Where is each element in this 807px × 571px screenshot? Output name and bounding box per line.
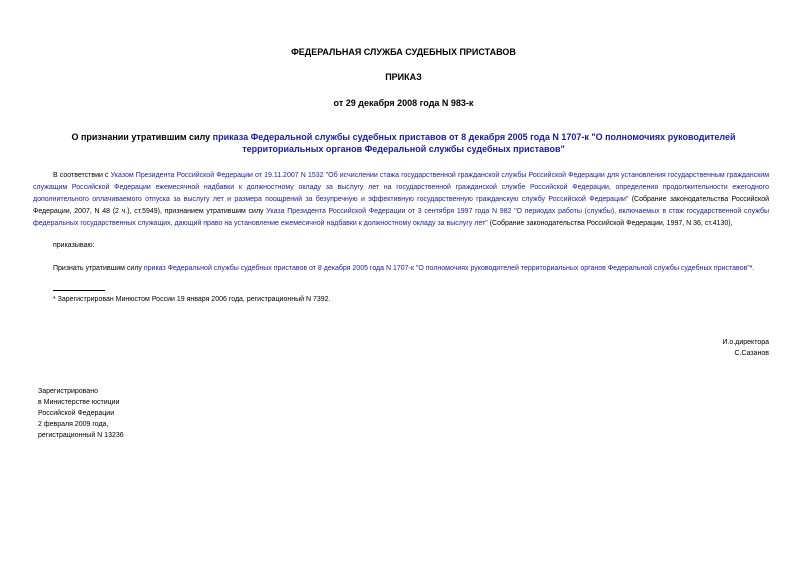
title-prefix: О признании утратившим силу <box>71 132 213 142</box>
document-title <box>60 131 747 155</box>
signature-position: И.о.директора <box>722 339 769 346</box>
order-1707k-link[interactable]: приказ Федеральной службы судебных приставов от 8 декабря 2005 года N 1707-к "О полномочиях руководителей территориальных органов Федеральной службы судебных приставов" <box>143 265 750 272</box>
registration-line-1: Зарегистрировано <box>38 388 98 395</box>
ukaz-982-link[interactable]: Указа Президента Российской Федерации от 3 сентября 1997 года N 982 "О периодах работы (службы), включаемых в стаж государственной службы федеральных государственных служащих, дающий право на установление ежемесячной надбавки к должностному окладу за выслугу лет" <box>33 208 769 227</box>
p1-suffix: (Собрание законодательства Российской Федерации, 1997, N 36, ст.4130), <box>487 220 733 227</box>
paragraph-decision <box>33 263 769 275</box>
document-type: ПРИКАЗ <box>385 72 422 82</box>
paragraph-order: приказываю: <box>53 242 95 249</box>
signature-name: С.Сазанов <box>734 350 769 357</box>
footnote-separator <box>53 290 105 291</box>
document-date-number: от 29 декабря 2008 года N 983-к <box>333 98 474 108</box>
registration-line-5: регистрационный N 13236 <box>38 432 124 439</box>
ukaz-1532-link[interactable]: Указом Президента Российской Федерации от 19.11.2007 N 1532 "Об исчислении стажа государственной гражданской службы Российской Федерации для установления государственным гражданским служащим Российской Федерации ежемесячной надбавки к должностному окладу за выслугу лет на государственной гражданской службе Российской Федерации, определения продолжительности ежегодного дополнительного оплачиваемого отпуска за выслугу лет и размера поощрений за безупречную и эффективную государственную гражданскую службу Российской Федерации" <box>33 172 770 203</box>
agency-heading: ФЕДЕРАЛЬНАЯ СЛУЖБА СУДЕБНЫХ ПРИСТАВОВ <box>291 47 516 57</box>
p3-prefix: Признать утратившим силу <box>53 265 144 272</box>
registration-line-2: в Министерстве юстиции <box>38 399 120 406</box>
title-link[interactable]: приказа Федеральной службы судебных приставов от 8 декабря 2005 года N 1707-к "О полномочиях руководителей территориальных органов Федеральной службы судебных приставов" <box>212 132 736 154</box>
registration-line-4: 2 февраля 2009 года, <box>38 421 109 428</box>
footnote: * Зарегистрирован Минюстом России 19 января 2006 года, регистрационный N 7392. <box>53 296 331 303</box>
p3-suffix: *. <box>749 265 755 272</box>
p1-prefix: В соответствии с <box>53 172 111 179</box>
registration-line-3: Российской Федерации <box>38 410 115 417</box>
paragraph-basis <box>33 170 769 230</box>
p1-mid: (Собрание законодательства Российской Федерации, 2007, N 48 (2 ч.), ст.5949), признанием утратившим силу <box>33 196 769 215</box>
